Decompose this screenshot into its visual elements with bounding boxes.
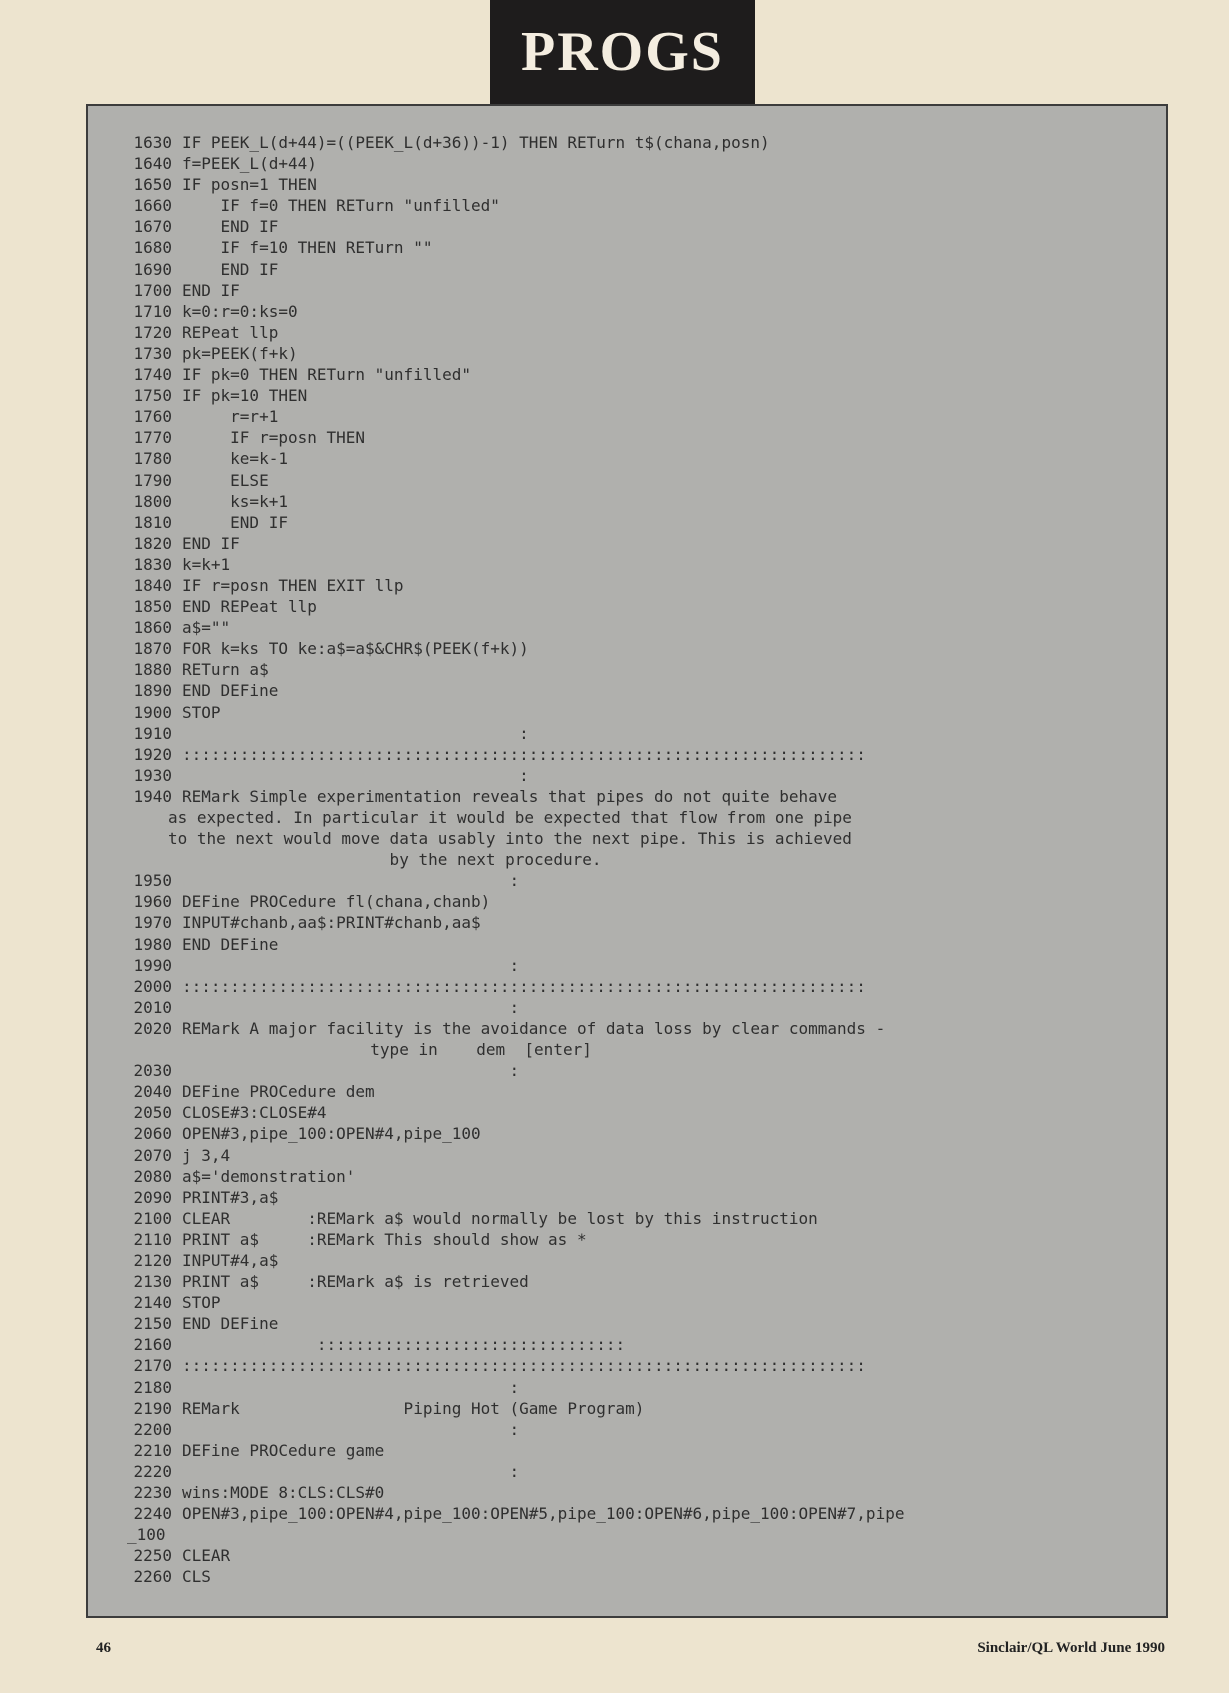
code-text: DEFine PROCedure game (182, 1440, 385, 1460)
line-number: 2120 (133, 1250, 172, 1270)
line-number: 2080 (133, 1166, 172, 1186)
code-line (114, 744, 1164, 765)
code-line (114, 955, 1164, 976)
line-number: 1730 (133, 343, 172, 363)
code-text: : (182, 765, 529, 785)
progs-section-logo (490, 0, 755, 104)
line-number: 1740 (133, 365, 172, 385)
line-number: 2090 (133, 1187, 172, 1207)
code-line (114, 322, 1164, 343)
line-number: 1890 (133, 681, 172, 701)
line-number: 1900 (133, 702, 172, 722)
line-number: 2170 (133, 1356, 172, 1376)
code-text: RETurn a$ (182, 660, 269, 680)
code-text: ELSE (182, 470, 269, 490)
code-text: : (182, 871, 520, 891)
code-text: DEFine PROCedure fl(chana,chanb) (182, 892, 491, 912)
code-line-continuation (114, 1524, 1164, 1545)
line-number: 1650 (133, 175, 172, 195)
code-text: REMark A major facility is the avoidance of data loss by clear commands - (182, 1018, 886, 1038)
code-text: END IF (182, 533, 240, 553)
line-number: 1810 (133, 512, 172, 532)
line-number: 1950 (133, 871, 172, 891)
code-line (114, 1102, 1164, 1123)
line-number: 1940 (133, 786, 172, 806)
code-line (114, 1545, 1164, 1566)
line-number: 1660 (133, 196, 172, 216)
code-text: STOP (182, 1293, 221, 1313)
code-text: by the next procedure. (168, 850, 602, 870)
code-text: : (182, 1061, 520, 1081)
page-number: 46 (96, 1640, 111, 1656)
line-number: 1800 (133, 491, 172, 511)
code-line (114, 470, 1164, 491)
code-line-continuation (114, 1039, 1164, 1060)
code-line (114, 301, 1164, 322)
code-line (114, 1482, 1164, 1503)
line-number: 2200 (133, 1419, 172, 1439)
code-line (114, 280, 1164, 301)
code-text: to the next would move data usably into the next pipe. This is achieved (168, 829, 852, 849)
code-line (114, 680, 1164, 701)
code-text: r=r+1 (182, 407, 279, 427)
code-text: END DEFine (182, 681, 279, 701)
line-number: 2000 (133, 976, 172, 996)
line-number: 1630 (133, 133, 172, 152)
line-number: 2140 (133, 1293, 172, 1313)
line-number: 2110 (133, 1229, 172, 1249)
code-line (114, 596, 1164, 617)
code-line (114, 1123, 1164, 1144)
code-text: : (182, 1377, 520, 1397)
code-text: :::::::::::::::::::::::::::::::: (182, 1335, 626, 1355)
publication-credit: Sinclair/QL World June 1990 (977, 1640, 1165, 1656)
code-text: PRINT#3,a$ (182, 1187, 279, 1207)
code-text: ::::::::::::::::::::::::::::::::::::::::::::::::::::::::::::::::::::::: (182, 1356, 866, 1376)
code-text: IF PEEK_L(d+44)=((PEEK_L(d+36))-1) THEN RETurn t$(chana,posn) (182, 133, 770, 152)
line-number: 2180 (133, 1377, 172, 1397)
code-text: : (182, 1461, 520, 1481)
code-line-continuation (114, 828, 1164, 849)
code-text: CLOSE#3:CLOSE#4 (182, 1103, 327, 1123)
code-line (114, 1166, 1164, 1187)
code-line (114, 1060, 1164, 1081)
code-text: k=0:r=0:ks=0 (182, 301, 298, 321)
line-number: 1830 (133, 554, 172, 574)
code-text: IF f=10 THEN RETurn "" (182, 238, 433, 258)
code-text: : (182, 955, 520, 975)
line-number: 1860 (133, 618, 172, 638)
line-number: 1760 (133, 407, 172, 427)
code-line (114, 132, 1164, 153)
line-number: 2050 (133, 1103, 172, 1123)
code-line (114, 1081, 1164, 1102)
line-number: 2230 (133, 1483, 172, 1502)
line-number: 1880 (133, 660, 172, 680)
line-number: 2150 (133, 1314, 172, 1334)
code-text: CLEAR (182, 1546, 231, 1566)
code-line (114, 617, 1164, 638)
code-text: j 3,4 (182, 1145, 231, 1165)
code-text: ks=k+1 (182, 491, 288, 511)
line-number: 1910 (133, 723, 172, 743)
code-line (114, 891, 1164, 912)
line-number: 1990 (133, 955, 172, 975)
code-text: wins:MODE 8:CLS:CLS#0 (182, 1483, 385, 1502)
code-line (114, 1503, 1164, 1524)
line-number: 2010 (133, 997, 172, 1017)
code-text: IF r=posn THEN (182, 428, 366, 448)
code-line (114, 575, 1164, 596)
code-text: STOP (182, 702, 221, 722)
line-number: 1770 (133, 428, 172, 448)
line-number: 1750 (133, 386, 172, 406)
code-text: END IF (182, 217, 279, 237)
code-line (114, 659, 1164, 680)
code-line (114, 195, 1164, 216)
code-text: PRINT a$ :REMark This should show as * (182, 1229, 587, 1249)
code-text: END DEFine (182, 934, 279, 954)
line-number: 2100 (133, 1208, 172, 1228)
line-number: 2020 (133, 1018, 172, 1038)
code-text: ke=k-1 (182, 449, 288, 469)
code-line (114, 1187, 1164, 1208)
code-text: PRINT a$ :REMark a$ is retrieved (182, 1272, 529, 1292)
code-text: _100 (127, 1525, 166, 1545)
code-text: END IF (182, 259, 279, 279)
code-line (114, 1208, 1164, 1229)
code-text: : (182, 1419, 520, 1439)
code-line (114, 1355, 1164, 1376)
line-number: 2250 (133, 1546, 172, 1566)
code-text: OPEN#3,pipe_100:OPEN#4,pipe_100 (182, 1124, 481, 1144)
code-line (114, 1313, 1164, 1334)
code-line (114, 1461, 1164, 1482)
code-text: REMark Piping Hot (Game Program) (182, 1398, 645, 1418)
code-line (114, 364, 1164, 385)
code-line (114, 237, 1164, 258)
line-number: 1930 (133, 765, 172, 785)
code-line (114, 174, 1164, 195)
line-number: 2240 (133, 1504, 172, 1524)
line-number: 2210 (133, 1440, 172, 1460)
code-line (114, 1377, 1164, 1398)
line-number: 1710 (133, 301, 172, 321)
program-listing (114, 132, 1164, 1587)
code-text: IF posn=1 THEN (182, 175, 317, 195)
line-number: 1850 (133, 597, 172, 617)
code-text: : (182, 997, 520, 1017)
code-text: type in dem [enter] (168, 1040, 592, 1060)
code-line (114, 870, 1164, 891)
line-number: 1700 (133, 280, 172, 300)
line-number: 1820 (133, 533, 172, 553)
code-line (114, 216, 1164, 237)
line-number: 1870 (133, 639, 172, 659)
line-number: 2190 (133, 1398, 172, 1418)
line-number: 1840 (133, 575, 172, 595)
line-number: 2060 (133, 1124, 172, 1144)
code-line (114, 765, 1164, 786)
code-line (114, 1334, 1164, 1355)
code-text: IF f=0 THEN RETurn "unfilled" (182, 196, 500, 216)
code-line (114, 1419, 1164, 1440)
code-line (114, 723, 1164, 744)
code-text: END IF (182, 280, 240, 300)
code-line (114, 259, 1164, 280)
code-line-continuation (114, 807, 1164, 828)
line-number: 2160 (133, 1335, 172, 1355)
code-line (114, 1292, 1164, 1313)
code-text: a$='demonstration' (182, 1166, 356, 1186)
line-number: 2220 (133, 1461, 172, 1481)
code-line (114, 638, 1164, 659)
code-text: OPEN#3,pipe_100:OPEN#4,pipe_100:OPEN#5,pipe_100:OPEN#6,pipe_100:OPEN#7,pipe (182, 1504, 905, 1524)
line-number: 2260 (133, 1567, 172, 1587)
code-text: DEFine PROCedure dem (182, 1082, 375, 1102)
line-number: 2030 (133, 1061, 172, 1081)
code-text: ::::::::::::::::::::::::::::::::::::::::::::::::::::::::::::::::::::::: (182, 744, 866, 764)
code-line (114, 491, 1164, 512)
code-text: IF pk=10 THEN (182, 386, 308, 406)
line-number: 1960 (133, 892, 172, 912)
line-number: 1980 (133, 934, 172, 954)
code-text: FOR k=ks TO ke:a$=a$&CHR$(PEEK(f+k)) (182, 639, 529, 659)
code-line (114, 786, 1164, 807)
code-text: IF pk=0 THEN RETurn "unfilled" (182, 365, 471, 385)
code-text: REMark Simple experimentation reveals that pipes do not quite behave (182, 786, 838, 806)
code-line (114, 533, 1164, 554)
code-line (114, 343, 1164, 364)
line-number: 1680 (133, 238, 172, 258)
line-number: 1920 (133, 744, 172, 764)
code-line (114, 1440, 1164, 1461)
code-text: a$="" (182, 618, 231, 638)
code-line (114, 702, 1164, 723)
code-text: INPUT#chanb,aa$:PRINT#chanb,aa$ (182, 913, 481, 933)
code-line (114, 512, 1164, 533)
line-number: 1790 (133, 470, 172, 490)
logo-text: PROGS (521, 21, 724, 83)
code-text: REPeat llp (182, 322, 279, 342)
code-text: END REPeat llp (182, 597, 317, 617)
code-line (114, 912, 1164, 933)
code-line (114, 1229, 1164, 1250)
code-line (114, 1145, 1164, 1166)
code-line-continuation (114, 849, 1164, 870)
line-number: 1640 (133, 154, 172, 174)
code-text: f=PEEK_L(d+44) (182, 154, 317, 174)
line-number: 1720 (133, 322, 172, 342)
code-text: as expected. In particular it would be expected that flow from one pipe (168, 808, 852, 827)
code-line (114, 448, 1164, 469)
code-line (114, 427, 1164, 448)
code-text: ::::::::::::::::::::::::::::::::::::::::::::::::::::::::::::::::::::::: (182, 976, 866, 996)
code-text: CLS (182, 1567, 211, 1587)
code-text: : (182, 723, 529, 743)
line-number: 1690 (133, 259, 172, 279)
line-number: 2040 (133, 1082, 172, 1102)
line-number: 1970 (133, 913, 172, 933)
code-line (114, 554, 1164, 575)
code-line (114, 997, 1164, 1018)
code-line (114, 406, 1164, 427)
code-text: INPUT#4,a$ (182, 1250, 279, 1270)
code-line (114, 153, 1164, 174)
code-line (114, 385, 1164, 406)
line-number: 2130 (133, 1272, 172, 1292)
code-text: CLEAR :REMark a$ would normally be lost by this instruction (182, 1208, 818, 1228)
code-line (114, 1250, 1164, 1271)
code-line (114, 1271, 1164, 1292)
line-number: 2070 (133, 1145, 172, 1165)
code-line (114, 1018, 1164, 1039)
code-text: k=k+1 (182, 554, 231, 574)
code-text: END IF (182, 512, 288, 532)
code-line (114, 1566, 1164, 1587)
code-text: pk=PEEK(f+k) (182, 343, 298, 363)
line-number: 1780 (133, 449, 172, 469)
code-line (114, 976, 1164, 997)
line-number: 1670 (133, 217, 172, 237)
code-text: END DEFine (182, 1314, 279, 1334)
code-line (114, 1398, 1164, 1419)
code-line (114, 934, 1164, 955)
code-text: IF r=posn THEN EXIT llp (182, 575, 404, 595)
